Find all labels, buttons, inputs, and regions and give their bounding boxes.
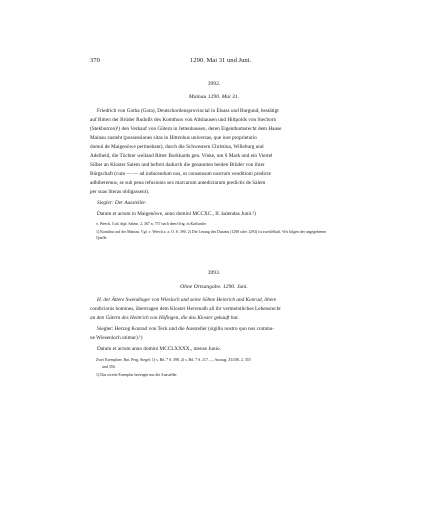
- entry-line: an den Gütern des Heinrich von Höfingen, die das Kloster gekauft hat.: [90, 315, 239, 321]
- entry-datum: Datum et actum in Maigenöwe, anno domini MCCXC., II. kalendas Junii.²): [97, 211, 256, 217]
- entry-source-cont: und 356.: [102, 365, 116, 369]
- entry-line: H. der Ältere Swendinger von Wiesloch und seine Söhne Heinrich und Konrad, libere: [97, 297, 277, 303]
- entry-sigler: Siegler: Der Aussteller.: [97, 200, 147, 206]
- entry-line: Mainau zusteht (possessiones sitas in Hittenhus universas, que iure proprietario: [90, 135, 257, 141]
- entry-sigler-cont: ne Wiesenloch utimur).¹): [90, 335, 143, 341]
- running-title: 1290. Mai 31 und Juni.: [190, 57, 252, 64]
- entry-line: Bürgschaft (cum — — ad inducendum nos, ut consensum nostrum venditioni predicte: [90, 171, 271, 177]
- entry-line: per suas literas obligassent).: [90, 189, 150, 195]
- entry-number: 3992.: [207, 81, 221, 87]
- entry-footnote: 1) Das zweite Exemplar bezeugte nur die Aussteller.: [96, 373, 178, 377]
- entry-source: v. Weech, Cod. dipl. Salem. 2, 367 n. 757 nach dem Orig. in Karlsruhe.: [96, 222, 207, 226]
- entry-line: condicionis homines, übertragen dem Kloster Herrenalb all ihr vermeintliches Lehensrecht: [90, 306, 281, 312]
- entry-line: domui de Maigenöwe pertinebant), durch die Schwestern Christina, Willeburg und: [90, 144, 264, 150]
- page-number: 370: [90, 57, 100, 64]
- entry-number: 3993.: [207, 270, 221, 276]
- entry-datum: Datum et actum anno domini MCCLXXXX., mense Junio.: [97, 346, 221, 352]
- entry-line: Friedrich von Gotha (Gota), Deutschordensprovincial in Elsass und Burgund, bestätigt: [97, 108, 279, 114]
- entry-place-date: Mainau 1290. Mai 31.: [188, 94, 240, 100]
- entry-line: (Stekborron)¹) den Verkauf von Gütern in Jettenhausen, deren Eigenthumsrecht dem Hause: [90, 126, 282, 132]
- entry-line: auf Bitten der Brüder Rudolfs des Komthurs von Altshausen und Hiltpolds von Stecborn: [90, 117, 277, 123]
- entry-place-date: Ohne Ortsangabe. 1290. Juni.: [180, 284, 248, 290]
- entry-sigler: Siegler: Herzog Konrad von Teck und die Aussteller (sigillo nostro quo nos commu-: [97, 326, 275, 332]
- entry-footnote: 1) Komthur auf der Mainau. Vgl. v. Weech a. a. O. S. 390. 2) Die Lesung des Datums (1290 oder 1293) ist zweifelhaft. Wir folgen der angegebenen Quelle.: [96, 230, 327, 241]
- entry-source: Zwei Exemplare. Bai. Perg. Siegel: 1) s. Bd. 7 S. 398. 2) s. Bd. 7 S. 217. — Auszug: ZGOR. 2, 355: [96, 358, 251, 362]
- entry-line: adhiberemus, se sub pena refusionis sex marcarum antedictarum predictis de Salem: [90, 180, 266, 186]
- entry-line: Silber an Kloster Salem und befreit dadurch die genannten beiden Brüder von ihrer: [90, 162, 265, 168]
- entry-line: Adelheid, die Töchter weiland Ritter Burkhards gen. Vinke, um 6 Mark und ein Viertel: [90, 153, 273, 159]
